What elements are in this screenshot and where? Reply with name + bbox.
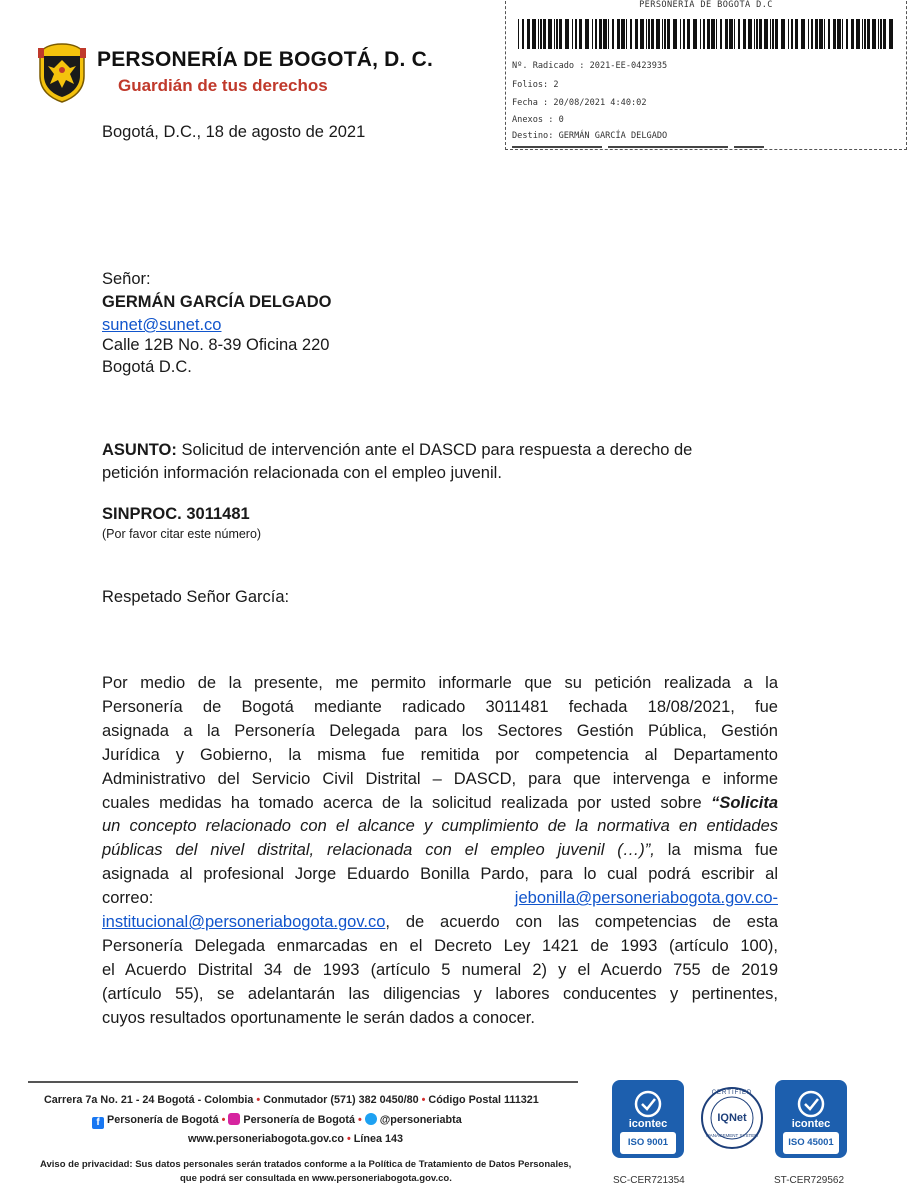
- privacy-notice-1: Aviso de privacidad: Sus datos personales serán tratados conforme a la Política de Tratamiento de Datos Personales,: [40, 1159, 572, 1170]
- footer-phone: Conmutador (571) 382 0450/80: [263, 1094, 419, 1106]
- stamp-destino: Destino: GERMÁN GARCÍA DELGADO: [512, 131, 668, 141]
- separator-dot: •: [358, 1114, 365, 1126]
- body-line: [102, 792, 778, 816]
- iqnet-label: IQNet: [717, 1112, 747, 1124]
- body-text: , de acuerdo con las competencias de esta: [385, 913, 778, 932]
- body-line: cuyos resultados oportunamente le serán dados a conocer.: [102, 1008, 535, 1027]
- body-line: Jurídica y Gobierno, la misma fue remitida por competencia al Departamento: [102, 745, 778, 764]
- registration-stamp: [505, 0, 907, 150]
- iqnet-sub: MANAGEMENT SYSTEM: [706, 1133, 758, 1138]
- body-line: [102, 911, 778, 935]
- icontec-iso45001-badge: [775, 1080, 847, 1158]
- greeting: Respetado Señor García:: [102, 588, 290, 606]
- twitter-icon: [365, 1113, 377, 1125]
- footer-website[interactable]: www.personeriabogota.gov.co: [188, 1133, 344, 1145]
- date-line: Bogotá, D.C., 18 de agosto de 2021: [102, 123, 366, 141]
- email-label: correo:: [102, 889, 154, 908]
- icontec-label: icontec: [791, 1118, 831, 1130]
- body-line: Personería Delegada enmarcadas en el Decreto Ley 1421 de 1993 (artículo 100),: [102, 936, 778, 955]
- iqnet-badge: [700, 1086, 764, 1150]
- recipient-email-link[interactable]: sunet@sunet.co: [102, 316, 222, 334]
- recipient-address: Calle 12B No. 8-39 Oficina 220: [102, 336, 330, 354]
- cert-code-1: SC-CER721354: [613, 1175, 685, 1186]
- iso9001-label: ISO 9001: [627, 1137, 669, 1148]
- stamp-cropped-line: [512, 143, 900, 148]
- body-text: cuales medidas ha tomado acerca de la solicitud realizada por usted sobre: [102, 793, 702, 812]
- body-line: Por medio de la presente, me permito informarle que su petición realizada a la: [102, 674, 778, 692]
- footer-address: Carrera 7a No. 21 - 24 Bogotá - Colombia: [44, 1094, 254, 1106]
- subject-text-1: Solicitud de intervención ante el DASCD para respuesta a derecho de: [181, 441, 693, 459]
- footer-instagram[interactable]: Personería de Bogotá: [243, 1114, 355, 1126]
- subject-label: ASUNTO:: [102, 441, 177, 459]
- coat-of-arms-logo: [34, 42, 90, 104]
- org-slogan: Guardián de tus derechos: [118, 76, 328, 95]
- stamp-title: PERSONERÍA DE BOGOTÁ D.C: [639, 0, 773, 10]
- footer-postal: Código Postal 111321: [428, 1094, 539, 1106]
- subject-line-2: petición información relacionada con el empleo juvenil.: [102, 464, 502, 482]
- iso45001-label: ISO 45001: [788, 1137, 834, 1148]
- assigned-email-link[interactable]: jebonilla@personeriabogota.gov.co-: [514, 889, 778, 908]
- separator-dot: •: [421, 1094, 429, 1106]
- quote-start: “Solicita: [711, 793, 778, 812]
- footer-facebook[interactable]: Personería de Bogotá: [107, 1114, 219, 1126]
- stamp-folios: Folios: 2: [512, 80, 559, 90]
- body-line: [102, 839, 778, 863]
- icontec-iso9001-badge: [612, 1080, 684, 1158]
- privacy-notice-2: que podrá ser consultada en www.personeriabogota.gov.co.: [180, 1173, 452, 1184]
- quote-end: públicas del nivel distrital, relacionada con el empleo juvenil (…)”,: [102, 841, 655, 860]
- sinproc-number: SINPROC. 3011481: [102, 505, 250, 523]
- body-line: asignada a la Personería Delegada para los Sectores Gestión Pública, Gestión: [102, 721, 778, 740]
- stamp-anexos: Anexos : 0: [512, 115, 564, 125]
- recipient-city: Bogotá D.C.: [102, 358, 192, 376]
- stamp-radicado: Nº. Radicado : 2021-EE-0423935: [512, 61, 668, 71]
- recipient-name: GERMÁN GARCÍA DELGADO: [102, 293, 332, 311]
- body-line: [102, 887, 778, 911]
- sinproc-note: (Por favor citar este número): [102, 527, 262, 541]
- separator-dot: •: [221, 1114, 229, 1126]
- separator-dot: •: [346, 1133, 354, 1145]
- footer-contact-row: [44, 1094, 539, 1106]
- facebook-icon: f: [92, 1117, 104, 1129]
- barcode: [518, 19, 894, 49]
- subject-line-1: [102, 441, 692, 460]
- assigned-email-link-cont[interactable]: institucional@personeriabogota.gov.co: [102, 913, 386, 932]
- footer-twitter[interactable]: @personeriabta: [379, 1114, 462, 1126]
- body-line-italic: un concepto relacionado con el alcance y cumplimiento de la normativa en entidades: [102, 817, 778, 836]
- cert-code-3: ST-CER729562: [774, 1175, 845, 1186]
- body-paragraph: [102, 672, 778, 1031]
- org-name: PERSONERÍA DE BOGOTÁ, D. C.: [97, 48, 433, 71]
- instagram-icon: [228, 1113, 240, 1125]
- footer-web-row: [188, 1133, 403, 1145]
- footer-divider: [28, 1081, 578, 1083]
- body-line: Personería de Bogotá mediante radicado 3011481 fechada 18/08/2021, fue: [102, 697, 778, 716]
- salutation-title: Señor:: [102, 270, 151, 288]
- body-line: el Acuerdo Distrital 34 de 1993 (artículo 5 numeral 2) y el Acuerdo 755 de 2019: [102, 960, 778, 979]
- stamp-fecha: Fecha : 20/08/2021 4:40:02: [512, 98, 647, 108]
- body-line: asignada al profesional Jorge Eduardo Bonilla Pardo, para lo cual podrá escribir al: [102, 865, 778, 884]
- separator-dot: •: [256, 1094, 264, 1106]
- body-text: la misma fue: [667, 841, 778, 860]
- iqnet-ring-text: CERTIFIED: [711, 1090, 753, 1096]
- icontec-label: icontec: [628, 1118, 668, 1130]
- footer-social-row: [92, 1113, 462, 1129]
- body-line: (artículo 55), se adelantarán las diligencias y labores conducentes y pertinentes,: [102, 984, 778, 1003]
- footer-line: Línea 143: [353, 1133, 403, 1145]
- body-line: Administrativo del Servicio Civil Distrital – DASCD, para que intervenga e informe: [102, 769, 778, 788]
